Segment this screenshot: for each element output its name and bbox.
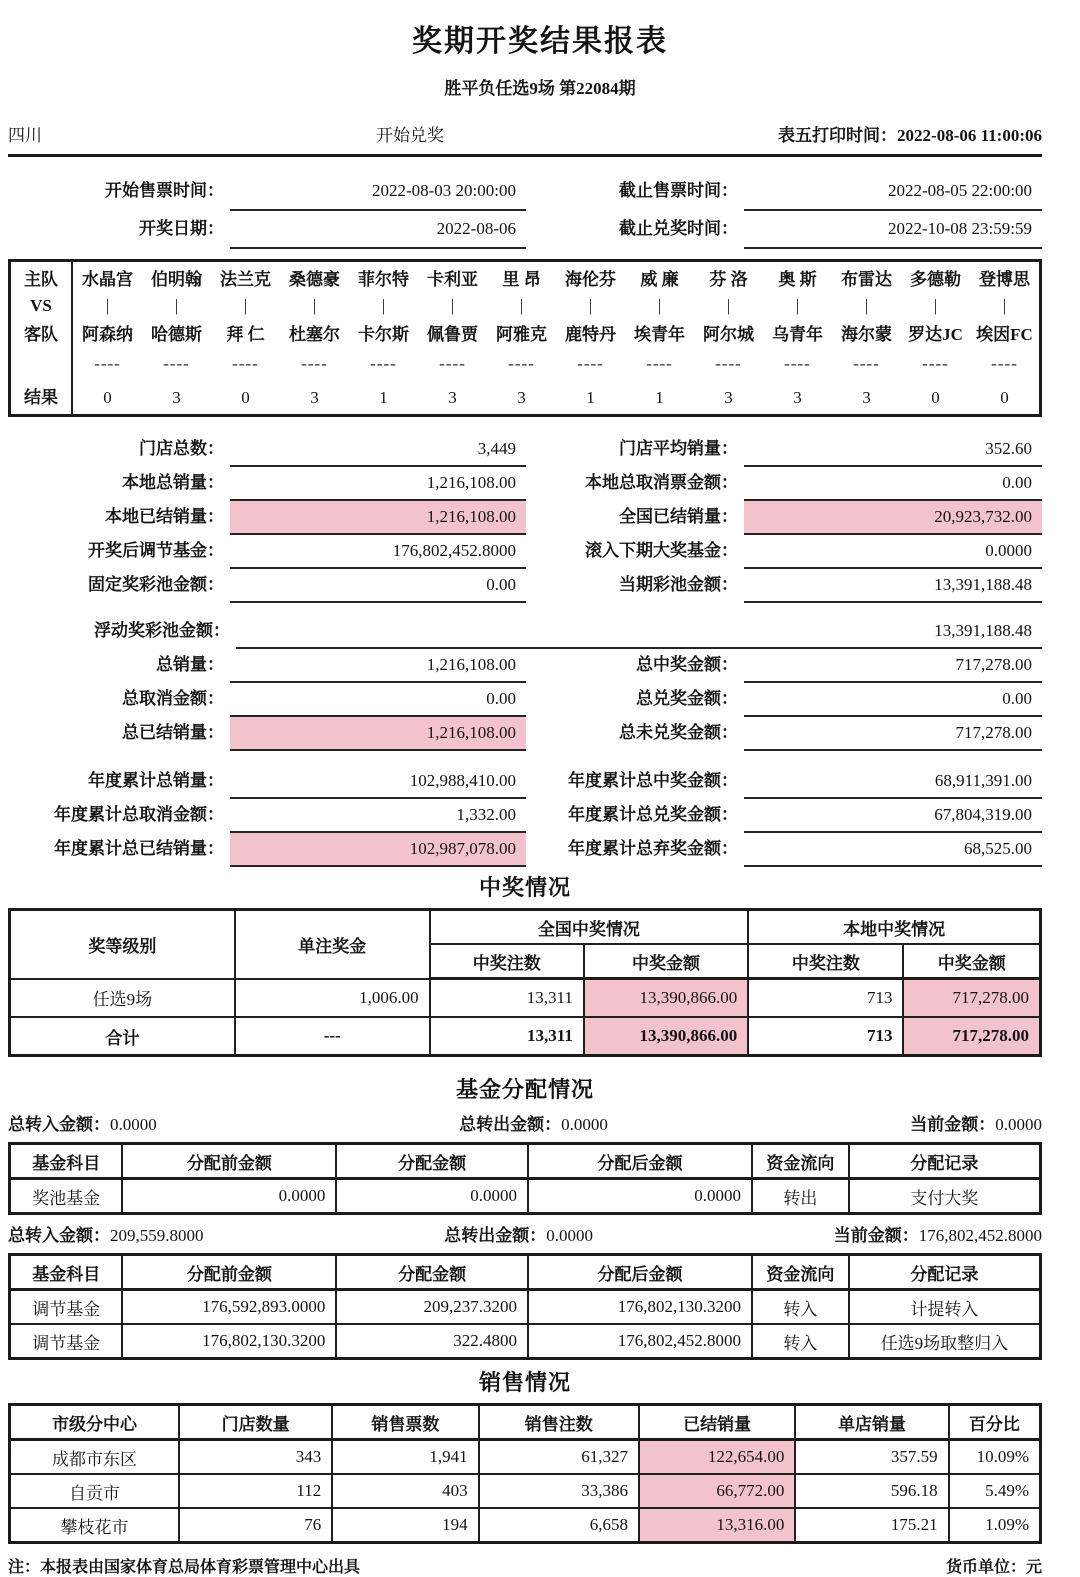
home-team: 布雷达 [841, 270, 892, 289]
field-value: 13,391,188.48 [236, 615, 1042, 649]
settled-sales: 122,654.00 [639, 1440, 795, 1475]
table-row [10, 1440, 1041, 1475]
match-result: 0 [103, 388, 112, 407]
table-row [10, 1324, 1041, 1359]
local-count: 713 [748, 979, 903, 1018]
field-label: 开奖后调节基金： [88, 541, 224, 560]
currency-unit: 货币单位：元 [945, 1559, 1042, 1576]
field-value: 67,804,319.00 [744, 799, 1042, 833]
vs-separator: | [795, 296, 800, 315]
match-column [280, 262, 349, 414]
national-amount: 13,390,866.00 [584, 979, 748, 1018]
fund-summary-1 [8, 1112, 1042, 1138]
summary-value: 0.0000 [546, 1226, 593, 1245]
match-column [73, 262, 142, 414]
col-header-direction: 资金流向 [752, 1144, 849, 1179]
field-label: 总未兑奖金额： [619, 723, 738, 742]
match-row-labels [11, 262, 73, 414]
result-row-label: 结果 [24, 388, 58, 407]
away-team: 杜塞尔 [289, 325, 340, 344]
field-value: 2022-08-05 22:00:00 [744, 173, 1042, 211]
vs-separator: | [519, 296, 524, 315]
stats-block-2 [8, 649, 1042, 751]
match-result: 1 [655, 388, 664, 407]
fund-table-1 [8, 1142, 1042, 1215]
summary-label: 当前金额： [910, 1115, 996, 1134]
fund-amount: 209,237.3200 [336, 1290, 528, 1325]
summary-value: 0.0000 [110, 1115, 157, 1134]
summary-value: 0.0000 [561, 1115, 608, 1134]
summary-item [834, 1223, 1042, 1249]
home-team: 海伦芬 [565, 270, 616, 289]
col-header-amount: 分配金额 [336, 1144, 528, 1179]
field-value: 2022-08-06 [230, 211, 526, 249]
stats-block-1 [8, 433, 1042, 603]
match-result: 3 [172, 388, 181, 407]
vs-separator: | [657, 296, 662, 315]
vs-separator: | [381, 296, 386, 315]
col-header-count: 中奖注数 [748, 944, 903, 979]
dash: ---- [301, 354, 328, 373]
field-label: 全国已结销量： [619, 507, 738, 526]
col-header-percent: 百分比 [949, 1405, 1041, 1440]
away-team: 阿尔城 [703, 325, 754, 344]
local-count: 713 [748, 1017, 903, 1056]
match-column [901, 262, 970, 414]
fund-direction: 转入 [752, 1290, 849, 1325]
home-team: 里 昂 [502, 270, 541, 289]
home-team: 桑德豪 [289, 270, 340, 289]
settled-sales: 13,316.00 [639, 1508, 795, 1543]
field-label: 门店平均销量： [619, 439, 738, 458]
field-label: 总中奖金额： [636, 655, 738, 674]
match-column [832, 262, 901, 414]
status-label: 开始兑奖 [376, 126, 445, 145]
field-value: 68,525.00 [744, 833, 1042, 867]
match-result: 0 [241, 388, 250, 407]
away-team: 拜 仁 [226, 325, 265, 344]
match-result: 1 [379, 388, 388, 407]
fund-table-2 [8, 1253, 1042, 1360]
away-team: 乌青年 [772, 325, 823, 344]
match-result: 3 [448, 388, 457, 407]
field-label: 总销量： [156, 655, 224, 674]
col-header-bets: 销售注数 [479, 1405, 639, 1440]
table-row [10, 1179, 1041, 1214]
match-column [211, 262, 280, 414]
col-header-subject: 基金科目 [10, 1144, 123, 1179]
fund-before: 176,592,893.0000 [122, 1290, 336, 1325]
match-result: 0 [931, 388, 940, 407]
ticket-count: 1,941 [332, 1440, 478, 1475]
vs-separator: | [105, 296, 110, 315]
col-header-amount: 中奖金额 [903, 944, 1040, 979]
field-value-highlighted: 102,987,078.00 [230, 833, 526, 867]
field-value: 1,332.00 [230, 799, 526, 833]
ticket-count: 403 [332, 1474, 478, 1508]
summary-value: 176,802,452.8000 [918, 1226, 1042, 1245]
field-label: 截止兑奖时间： [619, 219, 738, 238]
match-column [694, 262, 763, 414]
footer [8, 1554, 1042, 1577]
vs-separator: | [312, 296, 317, 315]
field-value: 2022-08-03 20:00:00 [230, 173, 526, 211]
footer-note: 注：本报表由国家体育总局体育彩票管理中心出具 [8, 1559, 361, 1576]
home-team: 威 廉 [640, 270, 679, 289]
match-column [487, 262, 556, 414]
field-value: 717,278.00 [744, 717, 1042, 751]
vs-separator: | [588, 296, 593, 315]
match-result: 0 [1000, 388, 1009, 407]
field-value-highlighted: 1,216,108.00 [230, 501, 526, 535]
print-time-value: 2022-08-06 11:00:06 [897, 126, 1042, 145]
fund-summary-2 [8, 1223, 1042, 1249]
prize-table [8, 908, 1042, 1057]
home-team: 水晶宫 [82, 270, 133, 289]
match-column [625, 262, 694, 414]
field-label: 总兑奖金额： [636, 689, 738, 708]
match-result: 1 [586, 388, 595, 407]
header-divider [8, 154, 1042, 157]
field-label: 总已结销量： [122, 723, 224, 742]
bet-count: 6,658 [479, 1508, 639, 1543]
vs-separator: | [726, 296, 731, 315]
vs-separator: | [933, 296, 938, 315]
match-result: 3 [310, 388, 319, 407]
meta-row [8, 121, 1042, 146]
col-header-level: 奖等级别 [10, 910, 235, 979]
vs-separator: | [243, 296, 248, 315]
prize-level: 合计 [10, 1017, 235, 1056]
away-team: 阿森纳 [82, 325, 133, 344]
match-result: 3 [724, 388, 733, 407]
fund-record: 计提转入 [849, 1290, 1041, 1325]
dash: ---- [508, 354, 535, 373]
city-name: 攀枝花市 [10, 1508, 179, 1543]
field-value: 1,216,108.00 [230, 649, 526, 683]
home-team: 多德勒 [910, 270, 961, 289]
col-header-settled: 已结销量 [639, 1405, 795, 1440]
fund-record: 任选9场取整归入 [849, 1324, 1041, 1359]
vs-separator: | [1002, 296, 1007, 315]
percentage: 10.09% [949, 1440, 1041, 1475]
fund-subject: 调节基金 [10, 1324, 123, 1359]
field-value: 176,802,452.8000 [230, 535, 526, 569]
fund-subject: 调节基金 [10, 1290, 123, 1325]
field-value: 3,449 [230, 433, 526, 467]
fund-section-title: 基金分配情况 [455, 1077, 594, 1102]
away-team: 鹿特丹 [565, 325, 616, 344]
match-column [970, 262, 1039, 414]
col-header-stores: 门店数量 [179, 1405, 332, 1440]
dash: ---- [370, 354, 397, 373]
away-team: 埃因FC [976, 325, 1033, 344]
col-header-record: 分配记录 [849, 1255, 1041, 1290]
city-name: 成都市东区 [10, 1440, 179, 1475]
col-header-record: 分配记录 [849, 1144, 1041, 1179]
fund-direction: 转出 [752, 1179, 849, 1214]
col-header-count: 中奖注数 [430, 944, 584, 979]
field-label: 截止售票时间： [619, 181, 738, 200]
dash: ---- [94, 354, 121, 373]
table-row [10, 1290, 1041, 1325]
field-value: 352.60 [744, 433, 1042, 467]
summary-label: 当前金额： [833, 1226, 919, 1245]
match-column [556, 262, 625, 414]
summary-item [459, 1112, 608, 1138]
col-header-after: 分配后金额 [528, 1255, 752, 1290]
dash: ---- [577, 354, 604, 373]
summary-value: 209,559.8000 [110, 1226, 204, 1245]
ticket-count: 194 [332, 1508, 478, 1543]
away-row-label: 客队 [24, 325, 58, 344]
col-header-after: 分配后金额 [528, 1144, 752, 1179]
store-count: 343 [179, 1440, 332, 1475]
field-label: 年度累计总兑奖金额： [568, 805, 738, 824]
away-team: 哈德斯 [151, 325, 202, 344]
table-row [10, 979, 1041, 1018]
col-header-before: 分配前金额 [122, 1255, 336, 1290]
table-row-total [10, 1017, 1041, 1056]
floating-pool-row [8, 615, 1042, 649]
page-subtitle: 胜平负任选9场 第22084期 [444, 79, 636, 98]
away-team: 阿雅克 [496, 325, 547, 344]
match-column [349, 262, 418, 414]
summary-label: 总转出金额： [459, 1115, 562, 1134]
sales-section-title: 销售情况 [478, 1370, 571, 1395]
field-value-highlighted: 1,216,108.00 [230, 717, 526, 751]
summary-label: 总转出金额： [444, 1226, 547, 1245]
dash: ---- [991, 354, 1018, 373]
col-header-tickets: 销售票数 [332, 1405, 478, 1440]
fund-amount: 0.0000 [336, 1179, 528, 1214]
table-row [10, 1508, 1041, 1543]
field-value: 0.0000 [744, 535, 1042, 569]
match-results-table [8, 259, 1042, 417]
summary-label: 总转入金额： [8, 1226, 110, 1245]
away-team: 佩鲁贾 [427, 325, 478, 344]
home-team: 法兰克 [220, 270, 271, 289]
field-label: 固定奖彩池金额： [88, 575, 224, 594]
col-header-local: 本地中奖情况 [748, 910, 1040, 945]
home-team: 卡利亚 [427, 270, 478, 289]
local-amount: 717,278.00 [903, 1017, 1040, 1056]
print-time-label: 表五打印时间： [778, 126, 898, 145]
home-team: 伯明翰 [151, 270, 202, 289]
col-header-direction: 资金流向 [752, 1255, 849, 1290]
match-column [763, 262, 832, 414]
national-count: 13,311 [430, 979, 584, 1018]
field-label: 总取消金额： [122, 689, 224, 708]
store-count: 112 [179, 1474, 332, 1508]
field-label: 当期彩池金额： [619, 575, 738, 594]
page-title: 奖期开奖结果报表 [412, 25, 668, 58]
fund-before: 176,802,130.3200 [122, 1324, 336, 1359]
settled-sales: 66,772.00 [639, 1474, 795, 1508]
dash: ---- [439, 354, 466, 373]
field-value: 68,911,391.00 [744, 765, 1042, 799]
col-header-amount: 分配金额 [336, 1255, 528, 1290]
fund-after: 176,802,452.8000 [528, 1324, 752, 1359]
col-header-city: 市级分中心 [10, 1405, 179, 1440]
national-amount: 13,390,866.00 [584, 1017, 748, 1056]
prize-section-title: 中奖情况 [478, 875, 571, 900]
field-label: 本地已结销量： [105, 507, 224, 526]
field-value: 0.00 [744, 683, 1042, 717]
away-team: 埃青年 [634, 325, 685, 344]
match-result: 3 [862, 388, 871, 407]
vs-separator: | [864, 296, 869, 315]
fund-after: 176,802,130.3200 [528, 1290, 752, 1325]
field-value: 1,216,108.00 [230, 467, 526, 501]
city-name: 自贡市 [10, 1474, 179, 1508]
summary-item [910, 1112, 1042, 1138]
field-value: 0.00 [744, 467, 1042, 501]
field-value: 2022-10-08 23:59:59 [744, 211, 1042, 249]
col-header-national: 全国中奖情况 [430, 910, 749, 945]
field-value: 0.00 [230, 569, 526, 603]
field-label: 年度累计总弃奖金额： [568, 839, 738, 858]
dash: ---- [784, 354, 811, 373]
dash: ---- [922, 354, 949, 373]
vs-separator: | [450, 296, 455, 315]
dash: ---- [715, 354, 742, 373]
field-label: 本地总取消票金额： [585, 473, 738, 492]
match-column [418, 262, 487, 414]
field-label: 年度累计总取消金额： [54, 805, 224, 824]
dash: ---- [646, 354, 673, 373]
prize-level: 任选9场 [10, 979, 235, 1018]
summary-item [444, 1223, 593, 1249]
home-team: 登博思 [979, 270, 1030, 289]
print-time [778, 121, 1042, 146]
match-column [142, 262, 211, 414]
summary-label: 总转入金额： [8, 1115, 110, 1134]
fund-amount: 322.4800 [336, 1324, 528, 1359]
field-label: 本地总销量： [122, 473, 224, 492]
per-store-sales: 357.59 [795, 1440, 948, 1475]
fund-direction: 转入 [752, 1324, 849, 1359]
field-value: 13,391,188.48 [744, 569, 1042, 603]
dash-row-label [11, 352, 71, 378]
dash: ---- [853, 354, 880, 373]
per-store-sales: 596.18 [795, 1474, 948, 1508]
vs-row-label: VS [30, 296, 52, 315]
summary-item [8, 1223, 204, 1249]
bet-count: 33,386 [479, 1474, 639, 1508]
fund-subject: 奖池基金 [10, 1179, 123, 1214]
store-count: 76 [179, 1508, 332, 1543]
fund-after: 0.0000 [528, 1179, 752, 1214]
home-row-label: 主队 [24, 270, 58, 289]
away-team: 罗达JC [908, 325, 963, 344]
field-value-highlighted: 20,923,732.00 [744, 501, 1042, 535]
field-label: 开始售票时间： [105, 181, 224, 200]
match-result: 3 [517, 388, 526, 407]
home-team: 芬 洛 [709, 270, 748, 289]
field-label: 年度累计总销量： [88, 771, 224, 790]
field-label: 滚入下期大奖基金： [585, 541, 738, 560]
summary-item [8, 1112, 157, 1138]
stats-block-yearly [8, 765, 1042, 867]
bet-count: 61,327 [479, 1440, 639, 1475]
summary-value: 0.0000 [995, 1115, 1042, 1134]
field-value: 102,988,410.00 [230, 765, 526, 799]
home-team: 奥 斯 [778, 270, 817, 289]
field-label: 门店总数： [139, 439, 224, 458]
sales-table [8, 1403, 1042, 1544]
match-result: 3 [793, 388, 802, 407]
per-store-sales: 175.21 [795, 1508, 948, 1543]
field-label: 年度累计总已结销量： [54, 839, 224, 858]
region-label: 四川 [8, 126, 42, 145]
away-team: 海尔蒙 [841, 325, 892, 344]
fund-before: 0.0000 [122, 1179, 336, 1214]
percentage: 1.09% [949, 1508, 1041, 1543]
vs-separator: | [174, 296, 179, 315]
dash: ---- [232, 354, 259, 373]
field-label: 年度累计总中奖金额： [568, 771, 738, 790]
home-team: 菲尔特 [358, 270, 409, 289]
national-count: 13,311 [430, 1017, 584, 1056]
field-label: 浮动奖彩池金额： [94, 621, 230, 640]
table-row [10, 1474, 1041, 1508]
col-header-subject: 基金科目 [10, 1255, 123, 1290]
times-section [8, 173, 1042, 249]
fund-record: 支付大奖 [849, 1179, 1041, 1214]
single-prize: --- [235, 1017, 430, 1056]
col-header-amount: 中奖金额 [584, 944, 748, 979]
percentage: 5.49% [949, 1474, 1041, 1508]
local-amount: 717,278.00 [903, 979, 1040, 1018]
field-label: 开奖日期： [139, 219, 224, 238]
col-header-single: 单注奖金 [235, 910, 430, 979]
field-value: 717,278.00 [744, 649, 1042, 683]
away-team: 卡尔斯 [358, 325, 409, 344]
dash: ---- [163, 354, 190, 373]
field-value: 0.00 [230, 683, 526, 717]
col-header-before: 分配前金额 [122, 1144, 336, 1179]
single-prize: 1,006.00 [235, 979, 430, 1018]
col-header-per-store: 单店销量 [795, 1405, 948, 1440]
